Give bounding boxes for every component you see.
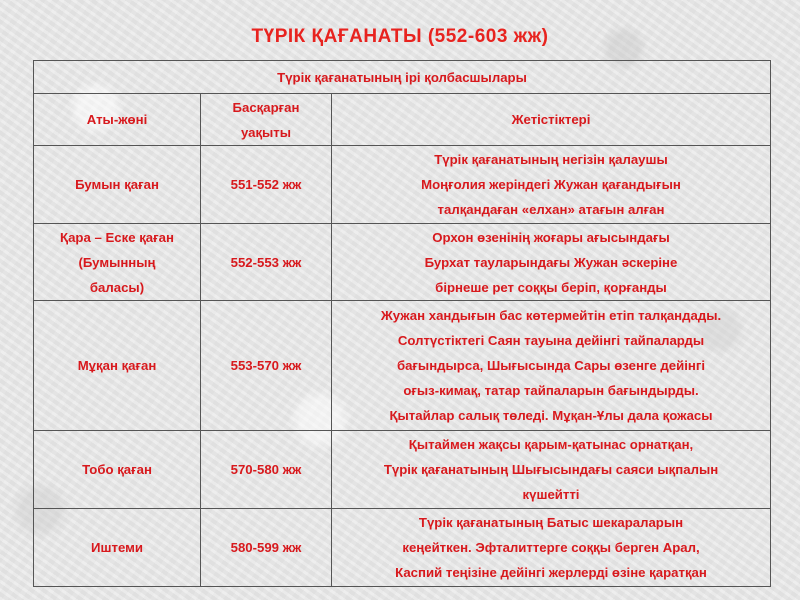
header-achievements-line: Жетістіктері [511,112,591,127]
achievement-line: Түрік қағанатының Батыс шекараларын [418,515,684,530]
cell-achievements [332,301,771,431]
header-name [34,94,201,146]
cell-period: 570-580 жж [201,431,332,509]
achievement-line: Жужан хандығын бас көтермейтін етіп талқандады. [380,308,722,323]
name-line: баласы) [89,279,145,295]
cell-achievements [332,146,771,224]
cell-name [34,301,201,431]
cell-name [34,146,201,224]
name-line: Қара – Еске қаған [60,229,174,245]
name-line: Тобо қаған [82,462,152,477]
achievement-line: Қытаймен жақсы қарым-қатынас орнатқан, [408,437,694,452]
achievement-line: Солтүстіктегі Саян тауына дейінгі тайпаларды [397,333,705,348]
cell-achievements [332,224,771,301]
page-title: ТҮРІК ҚАҒАНАТЫ (552-603 жж) [251,26,549,47]
name-line: Бумын қаған [75,177,159,192]
cell-name [34,431,201,509]
table-row [34,509,771,587]
table-row [34,431,771,509]
header-period-line: уақыты [240,124,292,140]
achievement-line: Түрік қағанатының негізін қалаушы [434,152,668,167]
achievement-line: оғыз-кимақ, татар тайпаларын бағындырды. [403,383,699,398]
cell-period: 553-570 жж [201,301,332,431]
achievement-line: талқандаған «елхан» атағын алған [437,202,665,217]
table-row [34,224,771,301]
table-row [34,301,771,431]
achievement-line: күшейтті [522,487,580,502]
header-name-line: Аты-жөні [86,112,148,127]
achievement-line: Түрік қағанатының Шығысындағы саяси ықпалын [383,462,719,477]
commanders-table [33,60,771,587]
cell-name [34,224,201,301]
achievement-line: Қытайлар салық төледі. Мұқан-Ұлы дала қожасы [389,408,713,423]
achievement-line: бағындырса, Шығысында Сары өзенге дейінгі [396,358,706,373]
header-period-line: Басқарған [232,99,300,115]
table-row [34,146,771,224]
header-period [201,94,332,146]
name-line: Мұқан қаған [77,358,157,373]
achievement-line: Каспий теңізіне дейінгі жерлерді өзіне қаратқан [395,565,707,580]
achievement-line: Моңғолия жеріндегі Жужан қағандығын [421,177,681,192]
cell-achievements [332,509,771,587]
header-achievements [332,94,771,146]
table-caption: Түрік қағанатының ірі қолбасшылары [34,61,771,94]
name-line: Иштеми [91,540,143,555]
cell-period: 551-552 жж [201,146,332,224]
name-line: (Бумынның [78,254,156,270]
cell-name [34,509,201,587]
achievement-line: кеңейткен. Эфталиттерге соққы берген Арал, [402,540,700,555]
cell-period: 552-553 жж [201,224,332,301]
achievement-line: бірнеше рет соққы беріп, қорғанды [435,279,667,295]
cell-achievements [332,431,771,509]
achievement-line: Орхон өзенінің жоғары ағысындағы [432,229,670,245]
cell-period: 580-599 жж [201,509,332,587]
achievement-line: Бурхат тауларындағы Жужан әскеріне [424,254,678,270]
